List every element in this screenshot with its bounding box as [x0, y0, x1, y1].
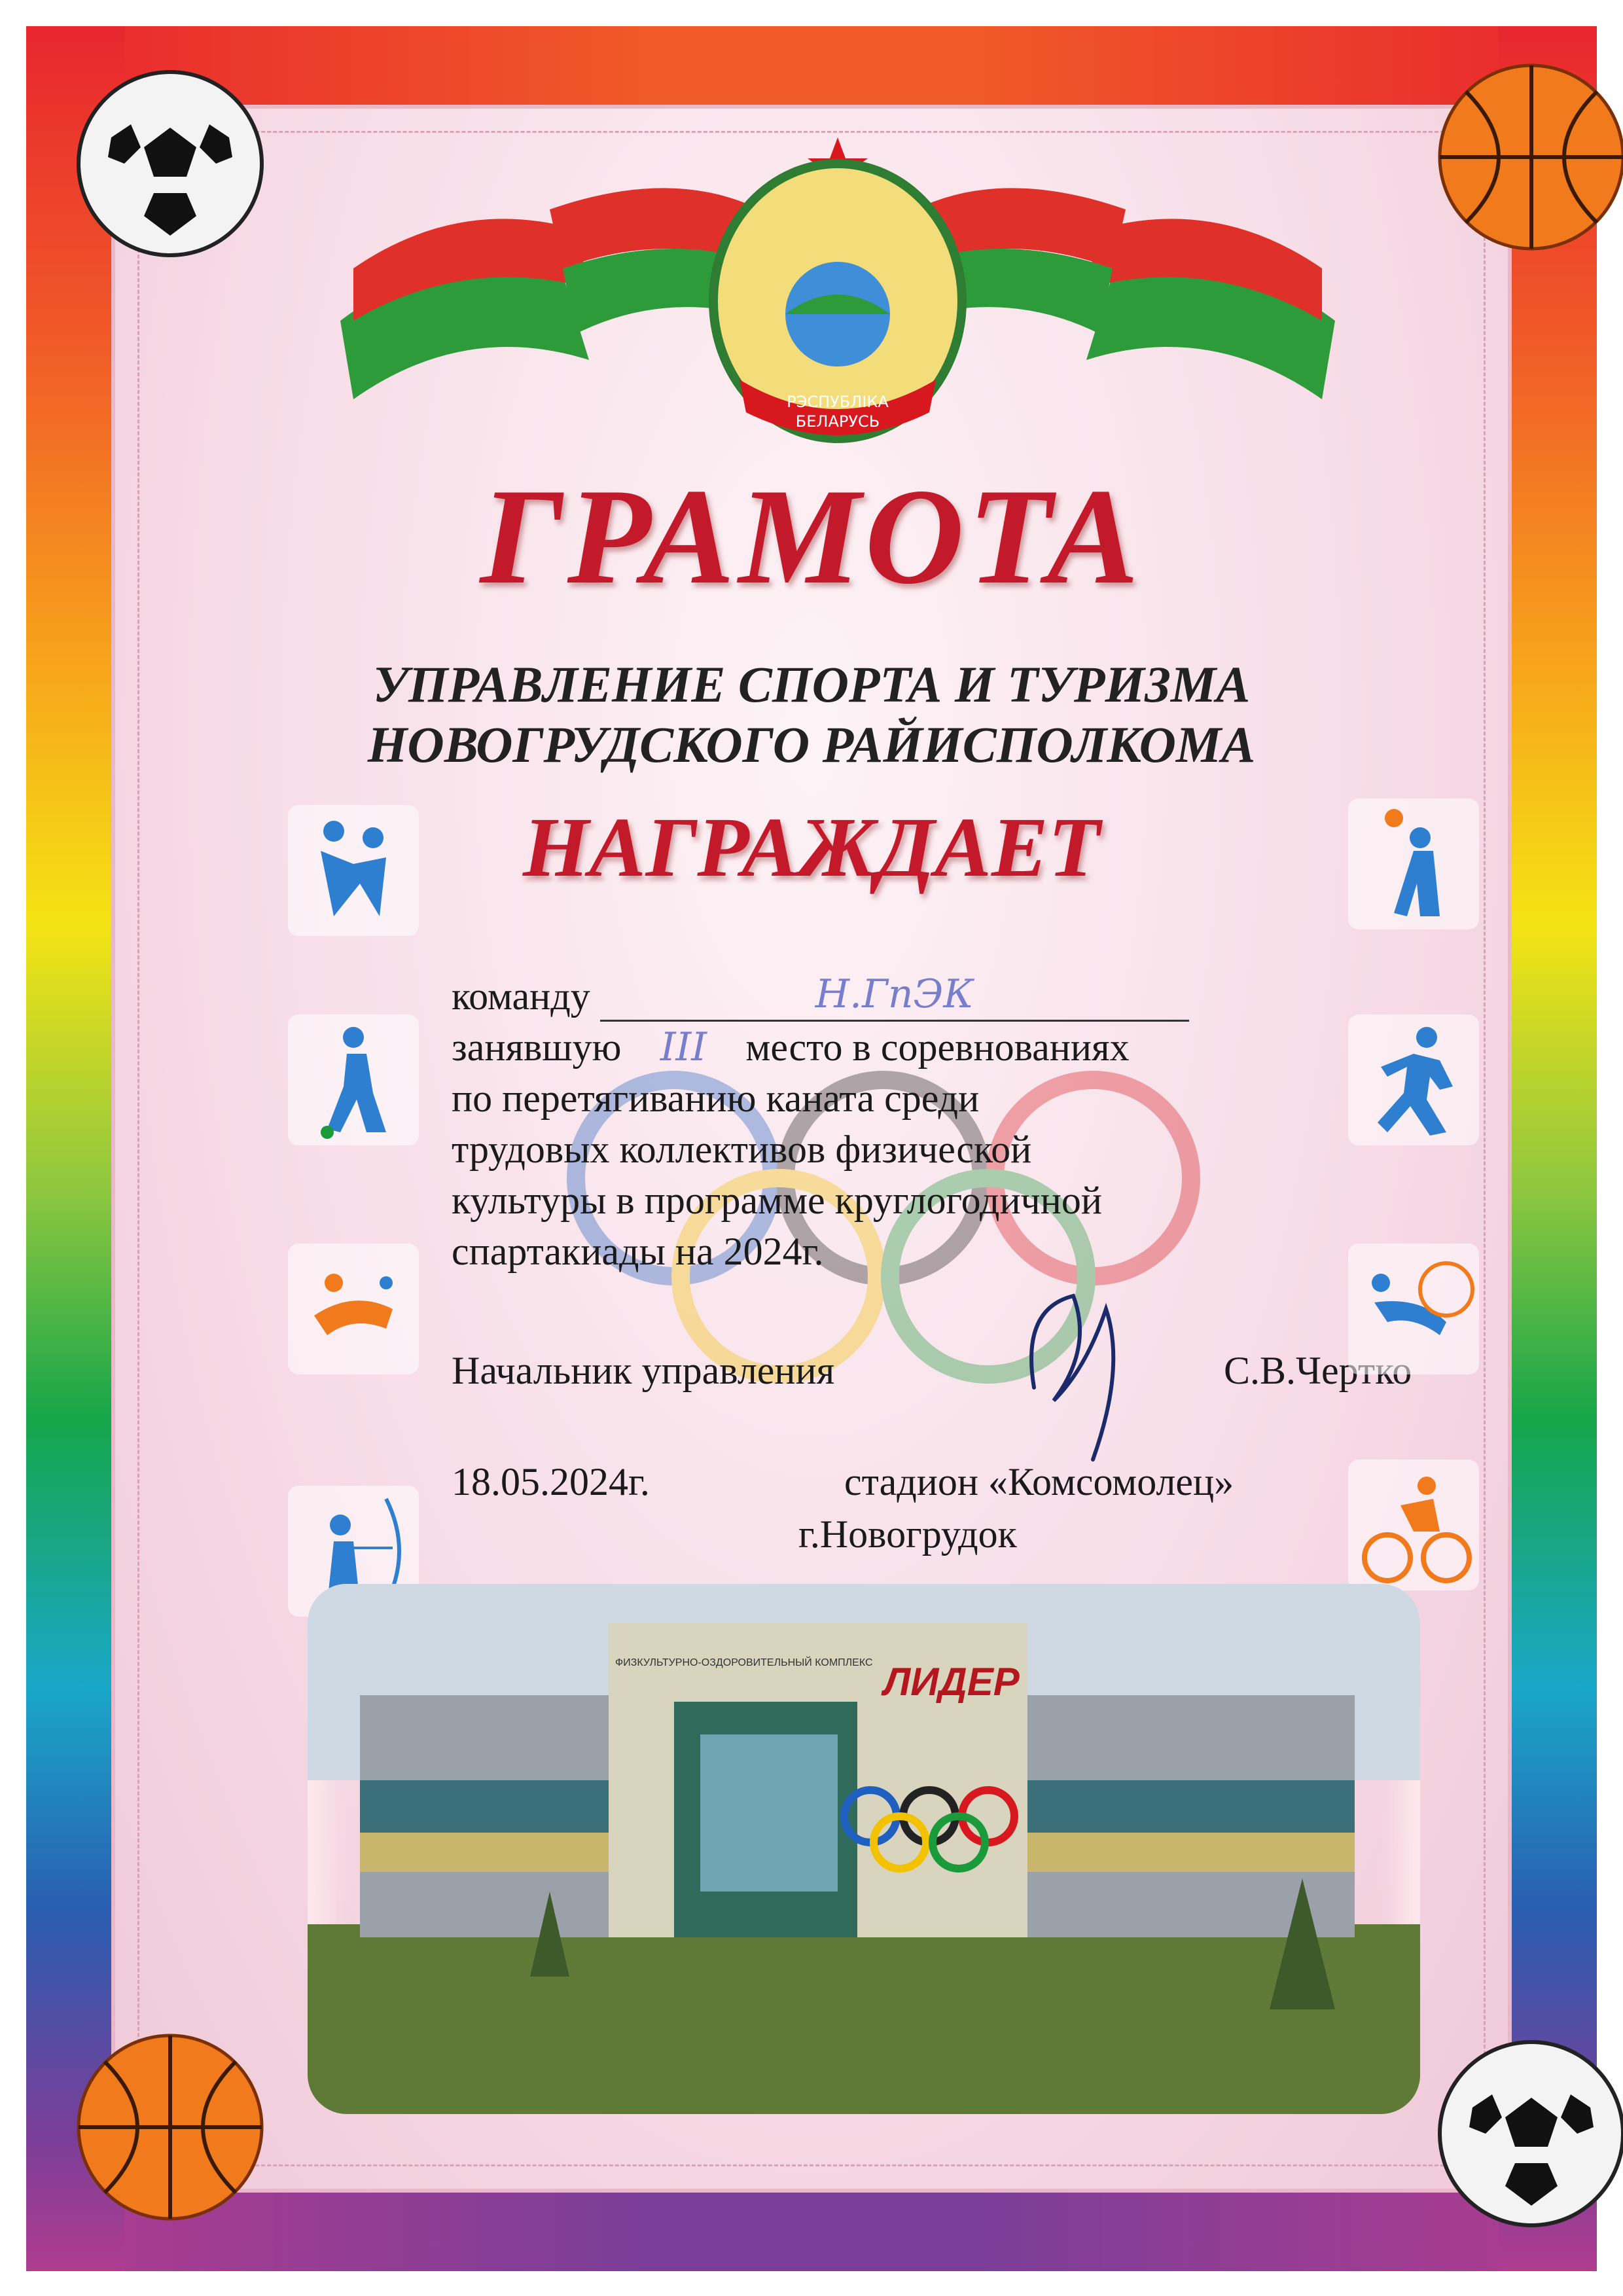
building-caption: ФИЗКУЛЬТУРНО-ОЗДОРОВИТЕЛЬНЫЙ КОМПЛЕКС — [615, 1657, 873, 1668]
award-text — [452, 969, 1335, 1277]
body-line-4: трудовых коллективов физической — [452, 1128, 1032, 1171]
handball-icon — [288, 1244, 419, 1374]
rainbow-border-right — [1499, 26, 1597, 2271]
football-player-icon — [288, 1014, 419, 1145]
handwritten-signature — [995, 1270, 1191, 1479]
city: г.Новогрудок — [798, 1513, 1017, 1556]
body-line-5: культуры в программе круглогодичной — [452, 1179, 1102, 1222]
volleyball-icon — [1348, 798, 1479, 929]
team-line — [452, 969, 1335, 1022]
basketball-icon — [72, 2029, 268, 2225]
coat-of-arms-emblem — [314, 124, 1361, 465]
sports-complex-illustration — [308, 1584, 1420, 2114]
signature-row — [452, 1348, 1412, 1393]
emblem-ribbon-top: РЭСПУБЛІКА — [787, 393, 889, 411]
document-title: ГРАМОТА — [480, 461, 1143, 613]
organization-line-2: НОВОГРУДСКОГО РАЙИСПОЛКОМА — [367, 716, 1256, 773]
body-line-6: спартакиады на 2024г. — [452, 1230, 824, 1273]
runner-icon — [1348, 1014, 1479, 1145]
organization-line-1: УПРАВЛЕНИЕ СПОРТА И ТУРИЗМА — [372, 656, 1251, 713]
award-date: 18.05.2024г. — [452, 1460, 650, 1503]
soccer-ball-icon — [1433, 2036, 1623, 2232]
team-label: команду — [452, 975, 590, 1018]
signatory-role: Начальник управления — [452, 1349, 835, 1392]
place-label: занявшую — [452, 1026, 622, 1069]
place-line — [452, 1022, 1335, 1073]
footer-row — [452, 1460, 1400, 1505]
wrestling-icon — [288, 805, 419, 936]
venue: стадион «Комсомолец» — [844, 1460, 1234, 1503]
place-line-rest: место в соревнованиях — [745, 1026, 1130, 1069]
place-value: III — [660, 1024, 707, 1070]
organization-name — [0, 655, 1623, 775]
team-value: Н.ГпЭК — [815, 971, 974, 1017]
rainbow-border-bottom — [26, 2179, 1597, 2271]
building-sign: ЛИДЕР — [883, 1660, 1020, 1704]
team-field — [600, 969, 1189, 1022]
sports-complex-photo — [308, 1584, 1420, 2114]
rainbow-border-left — [26, 26, 124, 2271]
rainbow-border-top — [26, 26, 1597, 118]
award-verb: НАГРАЖДАЕТ — [522, 800, 1100, 895]
soccer-ball-icon — [72, 65, 268, 262]
signatory-name: С.В.Чертко — [1224, 1349, 1412, 1392]
basketball-icon — [1433, 59, 1623, 255]
body-line-3: по перетягиванию каната среди — [452, 1077, 980, 1120]
cyclist-icon — [1348, 1460, 1479, 1590]
rhythmic-gymnastics-icon — [1348, 1244, 1479, 1374]
emblem-ribbon-bottom: БЕЛАРУСЬ — [795, 412, 880, 431]
